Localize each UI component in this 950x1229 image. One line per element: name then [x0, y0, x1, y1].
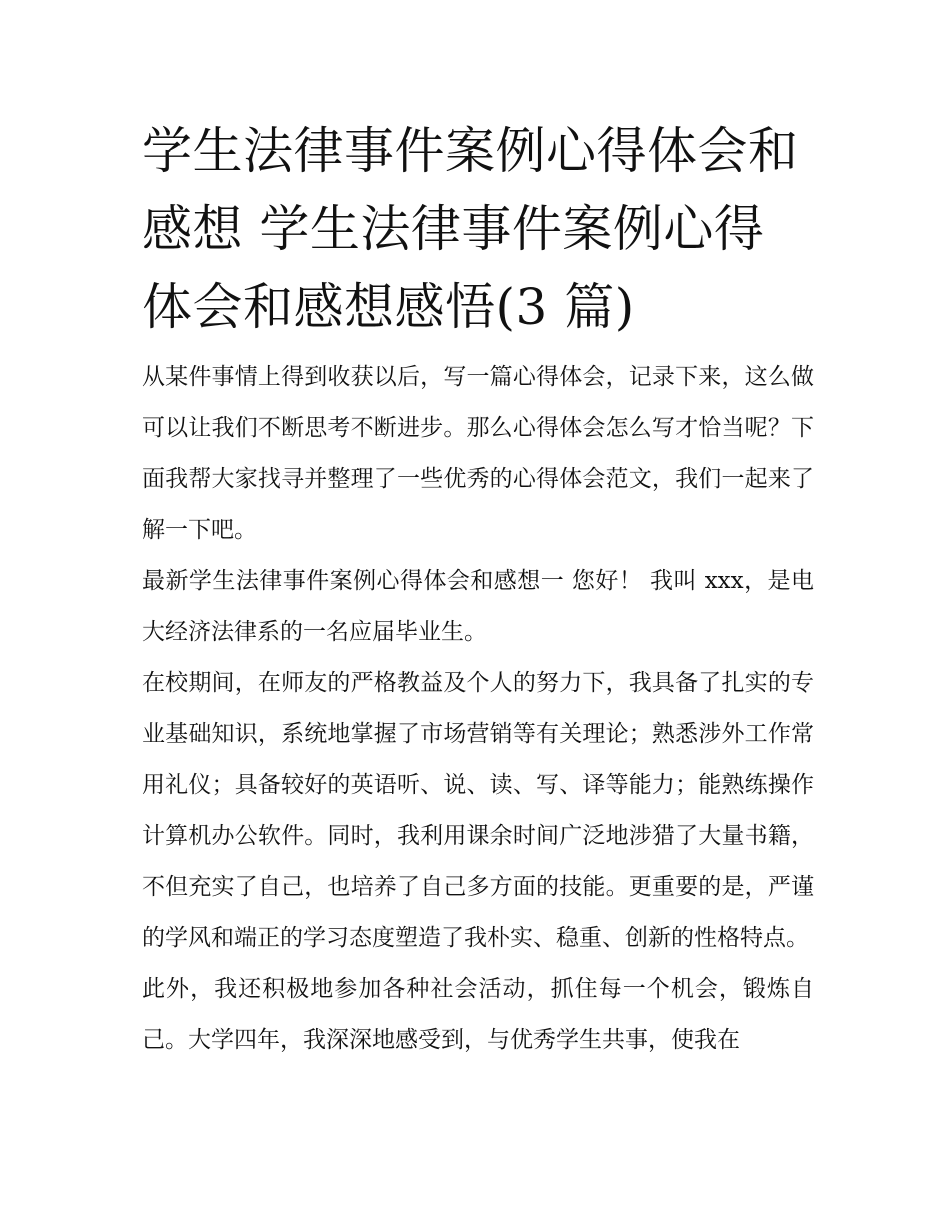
paragraph-education: 在校期间，在师友的严格教益及个人的努力下，我具备了扎实的专业基础知识，系统地掌握了市场营销等有关理论；熟悉涉外工作常用礼仪；具备较好的英语听、说、读、写、译等能力；能熟练操作计算机办公软件。同时，我利用课余时间广泛地涉猎了大量书籍，不但充实了自己，也培养了自己多方面的技能。更重要的是，严谨的学风和端正的学习态度塑造了我朴实、稳重、创新的性格特点。 [142, 670, 814, 951]
document-body [142, 112, 814, 1066]
document-title: 学生法律事件案例心得体会和感想 学生法律事件案例心得体会和感想感悟(3 篇) [142, 122, 799, 336]
paragraph-greeting: 最新学生法律事件案例心得体会和感想一 您好！ 我叫 xxx，是电大经济法律系的一名应届毕业生。 [142, 568, 814, 645]
paragraph-activities: 此外，我还积极地参加各种社会活动，抓住每一个机会，锻炼自己。大学四年，我深深地感受到，与优秀学生共事，使我在 [142, 976, 814, 1053]
paragraph-intro: 从某件事情上得到收获以后，写一篇心得体会，记录下来，这么做可以让我们不断思考不断进步。那么心得体会怎么写才恰当呢？下面我帮大家找寻并整理了一些优秀的心得体会范文，我们一起来了解一下吧。 [142, 364, 814, 543]
